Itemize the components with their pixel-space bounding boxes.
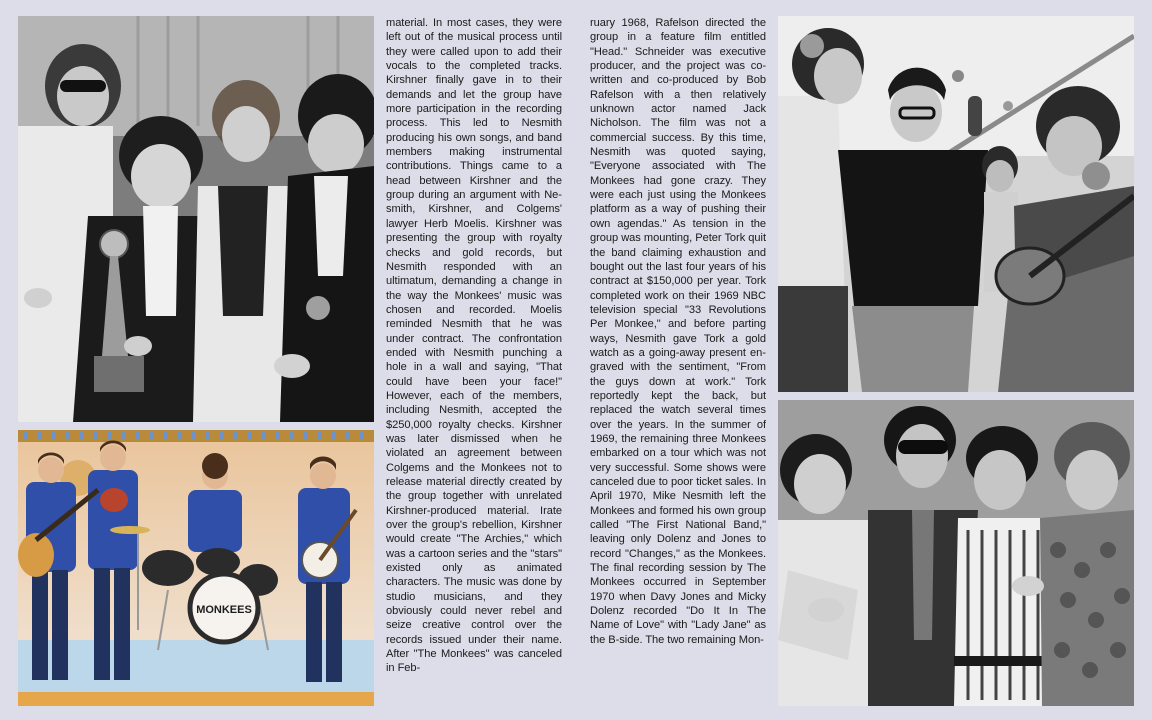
photo-recording-studio bbox=[778, 16, 1134, 392]
photo-stage-performance bbox=[18, 430, 374, 706]
article-column-2 bbox=[590, 16, 766, 708]
article-text-1: material. In most cases, they were left out of the musical process until they were called upon to add their vocals to the completed tracks. Kirshner finally gave in to their demands and let the group have more participation in the recording process. This led to Nesmith producing his own songs, and band members making instrumental contributions. Things came to a head between Kirshner and the group during an argument with Nesmith, Kirshner, and Colgems' lawyer Herb Moelis. Kirshner was presenting the group with royalty checks and gold records, but Nesmith responded with an ultimatum, demanding a change in the way the Monkees' music was chosen and recorded. Moelis reminded Nesmith that he was under contract. The confrontation ended with Nesmith punching a hole in a wall and saying, "That could have been your face!" However, each of the members, including Nesmith, accepted the $250,000 royalty checks. Kirshner was later dismissed when he violated an agreement between Colgems and the Monkees not to release material directly created by the group together with unrelated Kirshner-produced material. Irate over the group's rebellion, Kirshner would create "The Archies," which was a cartoon series and the "stars" existed only as animated characters. The music was done by studio musicians, and they obviously could never rebel and seize creative control over the records issued under their name. After "The Monkees" was canceled in Feb- bbox=[386, 17, 562, 675]
photo-emmy-awards bbox=[18, 16, 374, 422]
article-column-1 bbox=[386, 16, 562, 708]
photo-band-portrait bbox=[778, 400, 1134, 706]
article-text-2: ruary 1968, Rafelson directed the group in a feature film entitled "Head." Schneider was executive producer, and the project was co-written and co-produced by Bob Rafelson with a then relatively unknown actor named Jack Nicholson. The film was not a commercial success. By this time, Nesmith was quoted saying, "Everyone associated with The Monkees had gone crazy. They were each just using the Monkees platform as a way of pushing their own agendas." As tension in the group was mounting, Peter Tork quit the band claiming exhaustion and bought out the last four years of his contract at $150,000 per year. Tork completed work on their 1969 NBC television special "33 Revolutions Per Monkee," and before parting ways, Nesmith gave Tork a gold watch as a going-away present engraved with the sentiment, "From the guys down at work." Tork reportedly kept the back, but replaced the watch several times over the years. In the summer of 1969, the remaining three Monkees embarked on a tour which was not very successful. Some shows were canceled due to poor ticket sales. In April 1970, Mike Nesmith left the Monkees and formed his own group called "The First National Band," leaving only Dolenz and Jones to record "Changes," as the Monkees. The final recording session by The Monkees occurred in September 1970 when Davy Jones and Micky Dolenz recorded "Do It In The Name of Love" with "Lady Jane" as the B-side. The two remaining Mon- bbox=[590, 17, 766, 646]
drum-logo-text: MONKEES bbox=[196, 604, 252, 616]
